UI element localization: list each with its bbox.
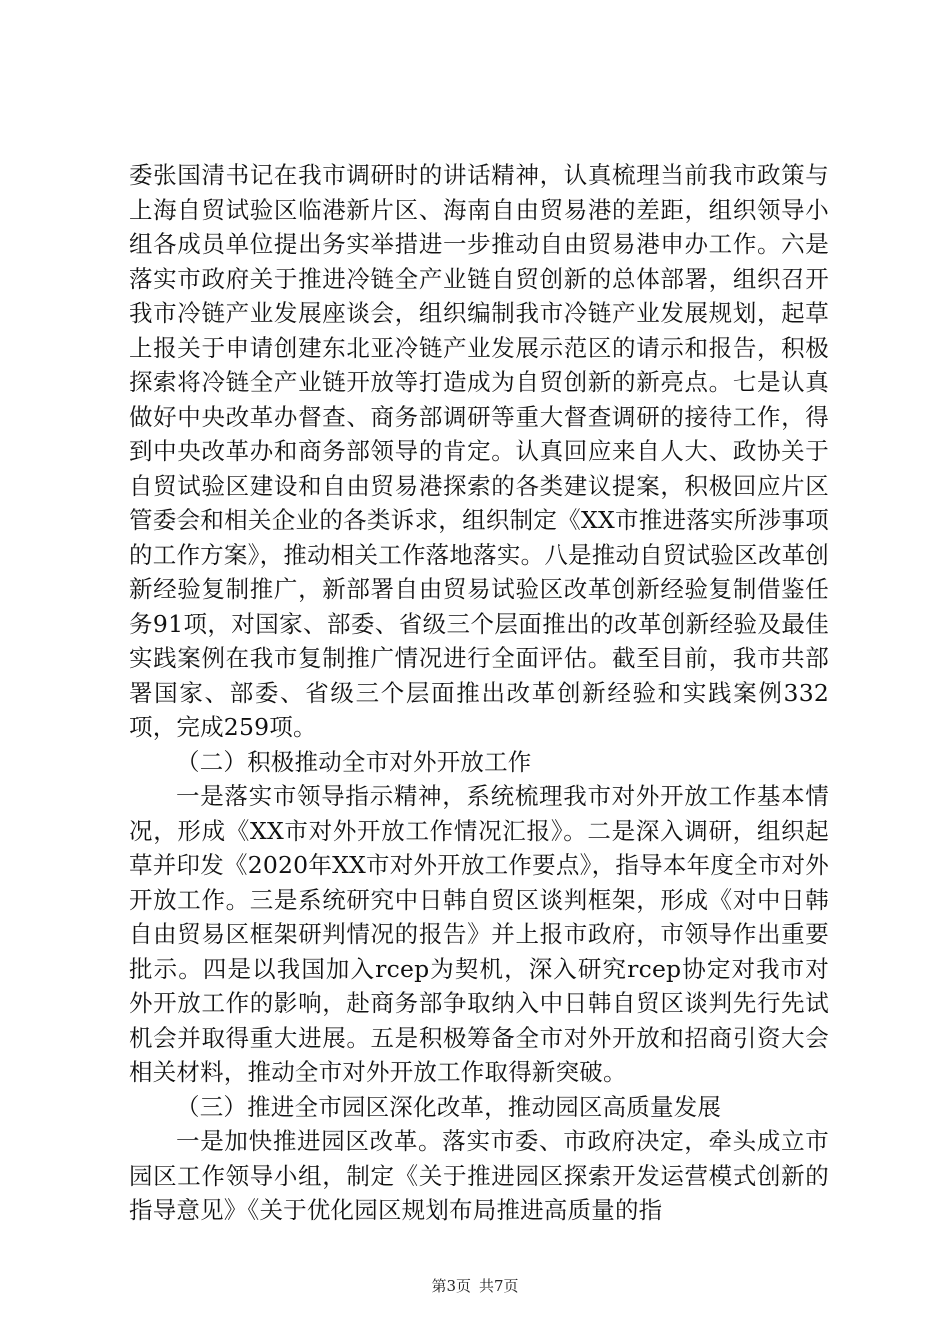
page-total: 共7页 [479,1277,519,1295]
page-number: 第3页 [431,1277,471,1295]
section-heading-3: （三）推进全市园区深化改革，推动园区高质量发展 [176,1092,722,1121]
paragraph: 一是加快推进园区改革。落实市委、市政府决定，牵头成立市园区工作领导小组，制定《关于推进园区探索开发运营模式创新的指导意见》《关于优化园区规划布局推进高质量的指 [129,1127,829,1224]
document-body [129,158,829,1228]
paragraph: 一是落实市领导指示精神，系统梳理我市对外开放工作基本情况，形成《XX市对外开放工作情况汇报》。二是深入调研，组织起草并印发《2020年XX市对外开放工作要点》，指导本年度全市对外开放工作。三是系统研究中日韩自贸区谈判框架，形成《对中日韩自由贸易区框架研判情况的报告》并上报市政府，市领导作出重要批示。四是以我国加入rcep为契机，深入研究rcep协定对我市对外开放工作的影响，赴商务部争取纳入中日韩自贸区谈判先行先试机会并取得重大进展。五是积极筹备全市对外开放和招商引资大会相关材料，推动全市对外开放工作取得新突破。 [129,782,829,1086]
page-footer [0,1275,950,1296]
paragraph-continued: 委张国清书记在我市调研时的讲话精神，认真梳理当前我市政策与上海自贸试验区临港新片区、海南自由贸易港的差距，组织领导小组各成员单位提出务实举措进一步推动自由贸易港申办工作。六是落实市政府关于推进冷链全产业链自贸创新的总体部署，组织召开我市冷链产业发展座谈会，组织编制我市冷链产业发展规划，起草上报关于申请创建东北亚冷链产业发展示范区的请示和报告，积极探索将冷链全产业链开放等打造成为自贸创新的新亮点。七是认真做好中央改革办督查、商务部调研等重大督查调研的接待工作，得到中央改革办和商务部领导的肯定。认真回应来自人大、政协关于自贸试验区建设和自由贸易港探索的各类建议提案，积极回应片区管委会和相关企业的各类诉求，组织制定《XX市推进落实所涉事项的工作方案》，推动相关工作落地落实。八是推动自贸试验区改革创新经验复制推广，新部署自由贸易试验区改革创新经验复制借鉴任务91项，对国家、部委、省级三个层面推出的改革创新经验及最佳实践案例在我市复制推广情况进行全面评估。截至目前，我市共部署国家、部委、省级三个层面推出改革创新经验和实践案例332项，完成259项。 [129,161,829,741]
section-heading-2: （二）积极推动全市对外开放工作 [176,747,532,776]
